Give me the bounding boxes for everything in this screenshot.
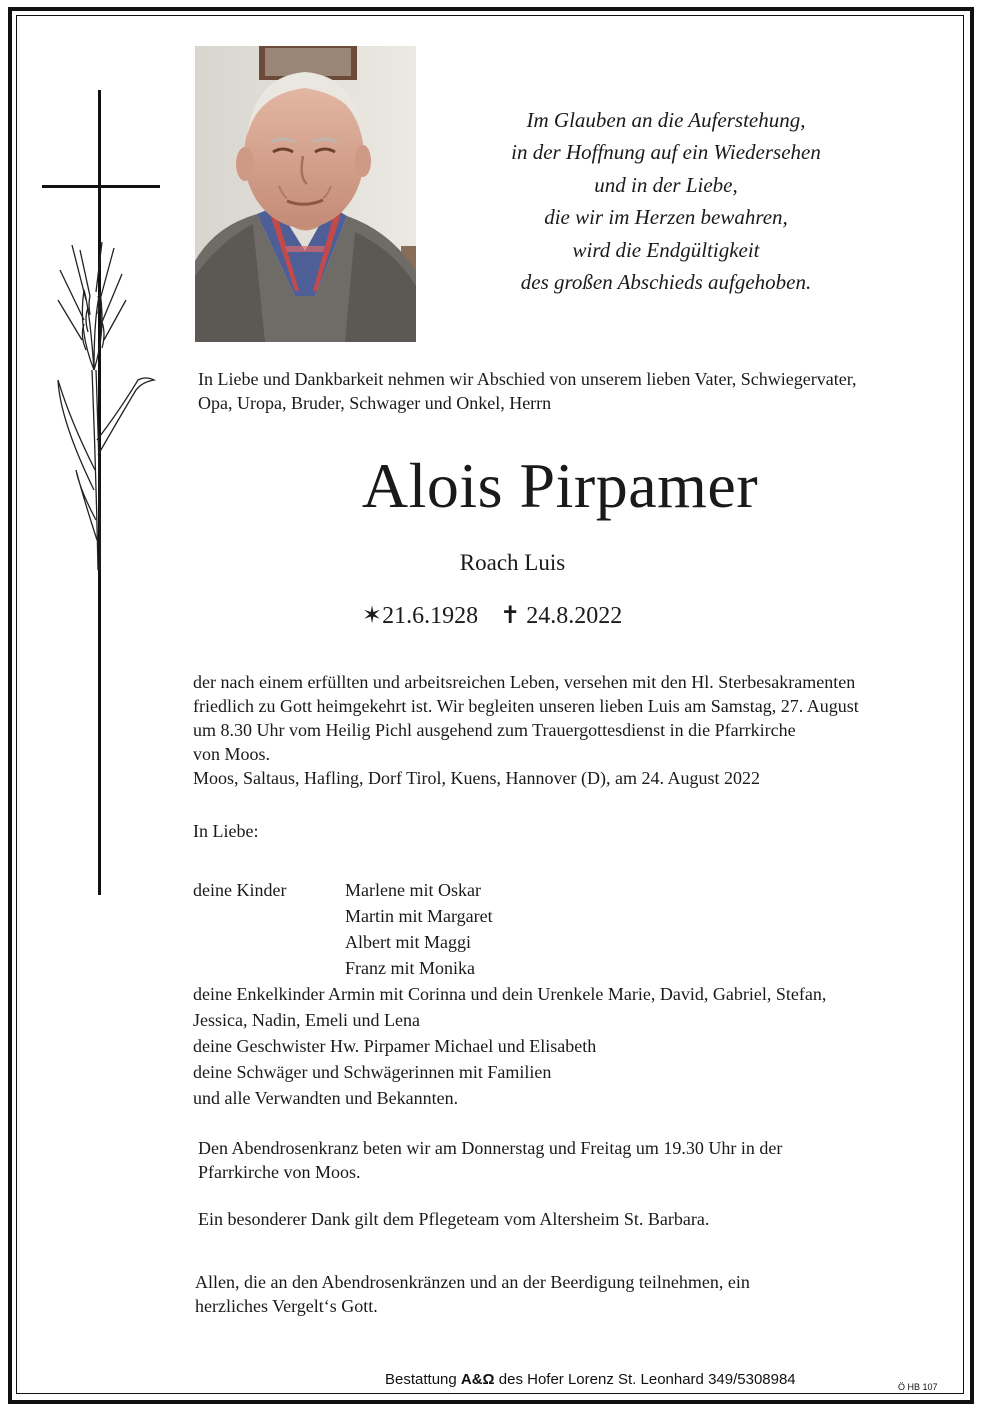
poem [466,104,866,298]
family-line: und alle Verwandten und Bekannten. [193,1088,459,1108]
children-label: deine Kinder [193,880,287,900]
body-line: friedlich zu Gott heimgekehrt ist. Wir begleiten unseren lieben Luis am Samstag, 27. August [193,696,859,716]
life-dates [362,598,682,634]
birth-star-icon: ✶ [362,603,383,629]
thanks-text: Ein besonderer Dank gilt dem Pflegeteam vom Altersheim St. Barbara. [198,1209,710,1229]
list-item: Albert mit Maggi [345,932,471,952]
closing-text [195,1270,895,1318]
birth-date: 21.6.1928 [382,603,479,629]
children-list [345,877,493,981]
footer-suffix: des Hofer Lorenz St. Leonhard 349/5308984 [498,1371,796,1388]
poem-line: des großen Abschieds aufgehoben. [520,270,812,295]
poem-line: wird die Endgültigkeit [572,237,760,262]
poem-line: in der Hoffnung auf ein Wiedersehen [511,140,821,165]
death-date: 24.8.2022 [526,603,623,629]
place-date-line: Moos, Saltaus, Hafling, Dorf Tirol, Kuens, Hannover (D), am 24. August 2022 [193,768,760,788]
document-code: Ö HB 107 [898,1382,938,1392]
family-line: deine Schwäger und Schwägerinnen mit Familien [193,1062,552,1082]
rosary-notice [198,1136,898,1184]
death-cross-icon: ✝ [500,603,521,629]
list-item: Franz mit Monika [345,958,475,978]
list-item: Marlene mit Oskar [345,880,481,900]
footer-brand: A&Ω [460,1371,495,1388]
deceased-name: Alois Pirpamer [361,450,759,521]
family-line: deine Enkelkinder Armin mit Corinna und dein Urenkele Marie, David, Gabriel, Stefan, [193,984,827,1004]
rosary-line: Den Abendrosenkranz beten wir am Donnerstag und Freitag um 19.30 Uhr in der [198,1138,783,1158]
in-liebe-label: In Liebe: [193,821,259,841]
family-section [193,981,953,1111]
body-line: der nach einem erfüllten und arbeitsreichen Leben, versehen mit den Hl. Sterbesakramenten [193,672,856,692]
announcement-text [193,670,953,790]
body-line: um 8.30 Uhr vom Heilig Pichl ausgehend zum Trauergottesdienst in die Pfarrkirche [193,720,796,740]
footer-prefix: Bestattung [385,1371,457,1388]
rosary-line: Pfarrkirche von Moos. [198,1162,361,1182]
funeral-home-footer [385,1370,796,1390]
wheat-icon [50,240,160,570]
portrait-photo [195,46,416,342]
body-line: von Moos. [193,744,271,764]
intro-line: In Liebe und Dankbarkeit nehmen wir Abschied von unserem lieben Vater, Schwiegervater, [198,369,857,389]
poem-line: die wir im Herzen bewahren, [544,205,788,230]
list-item: Martin mit Margaret [345,906,493,926]
closing-line: Allen, die an den Abendrosenkränzen und an der Beerdigung teilnehmen, ein [195,1272,750,1292]
family-line: Jessica, Nadin, Emeli und Lena [193,1010,420,1030]
deceased-nickname: Roach Luis [459,550,566,575]
cross-bar [42,185,160,188]
intro-line: Opa, Uropa, Bruder, Schwager und Onkel, Herrn [198,393,552,413]
poem-line: Im Glauben an die Auferstehung, [526,108,806,132]
closing-line: herzliches Vergelt‘s Gott. [195,1296,378,1316]
family-line: deine Geschwister Hw. Pirpamer Michael und Elisabeth [193,1036,597,1056]
poem-line: und in der Liebe, [594,172,738,197]
intro-text [198,367,958,415]
